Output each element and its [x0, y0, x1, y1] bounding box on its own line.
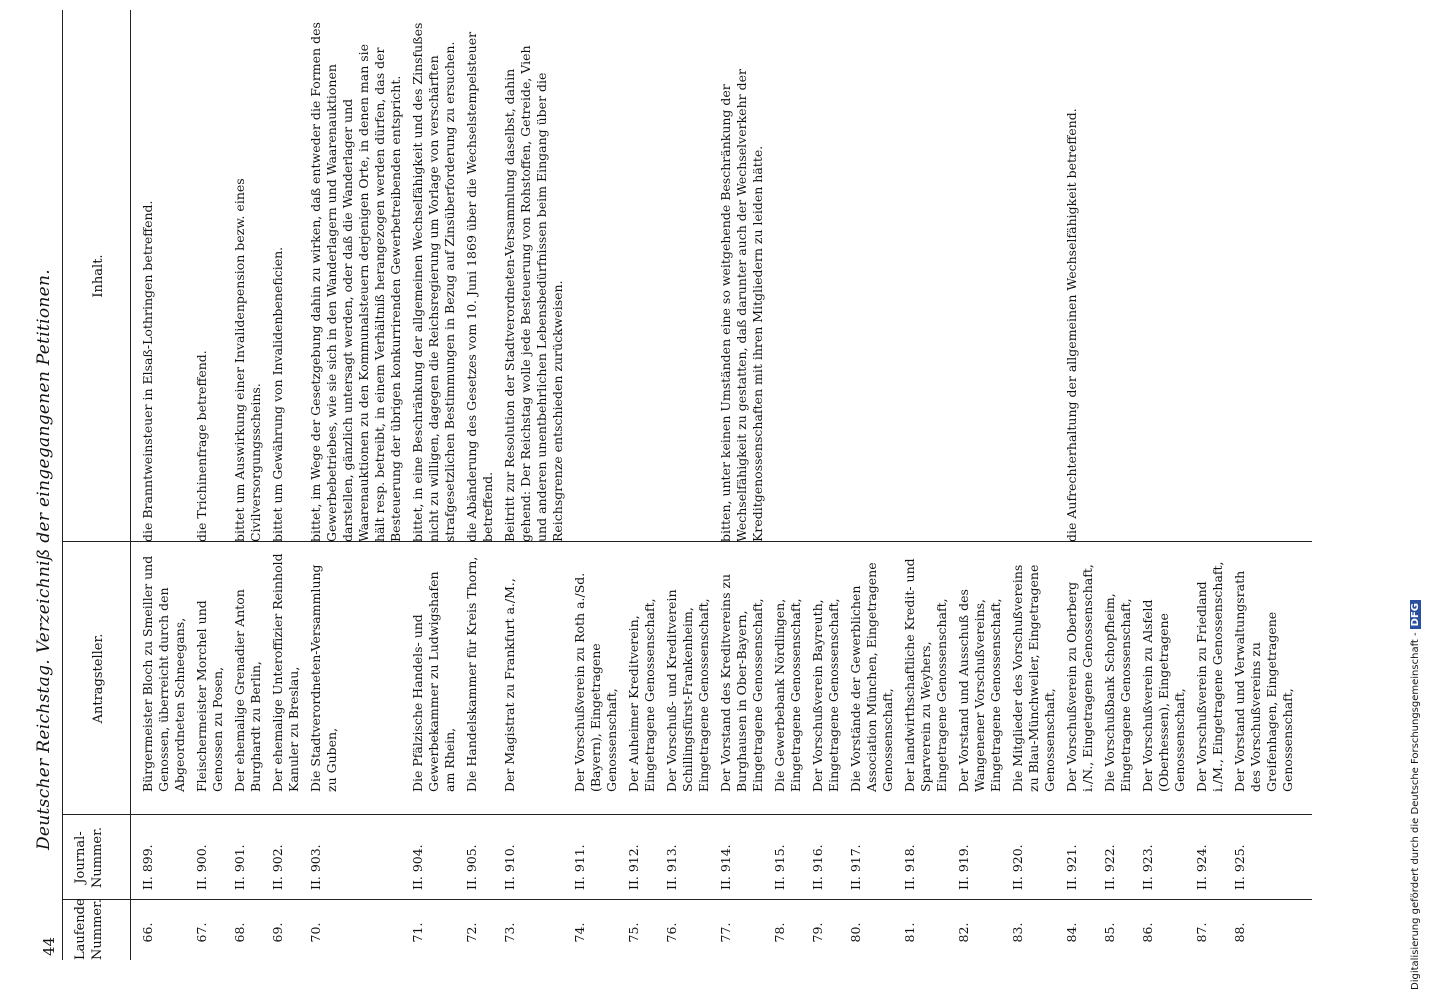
antragsteller: Der Vorschußverein Bayreuth, Eingetragene Genossenschaft,	[810, 598, 841, 792]
antragsteller: Der ehemalige Unteroffizier Reinhold Kanuler zu Breslau,	[270, 553, 301, 792]
laufende-nummer: 83.	[1010, 922, 1025, 943]
antragsteller: Der Vorschußverein zu Roth a./Sd. (Bayern), Eingetragene Genossenschaft,	[572, 572, 619, 792]
journal-nummer: II. 919.	[956, 844, 971, 890]
antragsteller: Die Handelskammer für Kreis Thorn,	[464, 556, 479, 792]
journal-nummer: II. 916.	[810, 844, 825, 890]
journal-nummer: II. 914.	[718, 844, 733, 890]
inhalt: die Branntweinsteuer in Elsaß-Lothringen betreffend.	[140, 200, 155, 542]
page-title: Deutscher Reichstag. Verzeichniß der eingegangenen Petitionen.	[34, 269, 54, 850]
antragsteller: Fleischermeister Morchel und Genossen zu Posen,	[194, 600, 225, 792]
antragsteller: Der Vorschuß- und Kreditverein Schillingsfürst-Frankenheim, Eingetragene Genossenschaft,	[664, 589, 711, 792]
journal-nummer: II. 911.	[572, 844, 587, 890]
journal-nummer: II. 918.	[902, 844, 917, 890]
antragsteller: Die Gewerbebank Nördlingen, Eingetragene Genossenschaft,	[772, 598, 803, 792]
laufende-nummer: 82.	[956, 922, 971, 943]
laufende-nummer: 85.	[1102, 922, 1117, 943]
laufende-nummer: 87.	[1194, 922, 1209, 943]
laufende-nummer: 80.	[848, 922, 863, 943]
column-header-antragsteller: Antragsteller.	[91, 633, 106, 724]
journal-nummer: II. 902.	[270, 844, 285, 890]
antragsteller: Der Vorschußverein zu Alsfeld (Oberhessen), Eingetragene Genossenschaft,	[1140, 599, 1187, 792]
column-header-laufende: Laufende Nummer.	[73, 898, 105, 960]
laufende-nummer: 66.	[140, 922, 155, 943]
journal-nummer: II. 913.	[664, 844, 679, 890]
inhalt: die Trichinenfrage betreffend.	[194, 350, 209, 542]
inhalt: bittet, in eine Beschränkung der allgemeinen Wechselfähigkeit und des Zinsfußes nicht zu willigen, dagegen die Reichsregierung um Vorlage von verschärften strafgesetzlichen Bestimmungen in Bezug auf Zinsüberforderung zu ersuchen.	[410, 22, 457, 542]
dfg-logo: DFG	[1410, 600, 1421, 629]
antragsteller: Der Vorstand des Kreditvereins zu Burghausen in Ober-Bayern, Eingetragene Genossenschaft,	[718, 573, 765, 792]
journal-nummer: II. 899.	[140, 844, 155, 890]
laufende-nummer: 77.	[718, 922, 733, 943]
inhalt: die Abänderung des Gesetzes vom 10. Juni 1869 über die Wechselstempelsteuer betreffend.	[464, 31, 495, 542]
journal-nummer: II. 920.	[1010, 844, 1025, 890]
inhalt: bitten, unter keinen Umständen eine so weitgehende Beschränkung der Wechselfähigkeit zu gestatten, daß darunter auch der Wechselverkehr der Kreditgenossenschaften mit ihren Mitgliedern zu leiden hätte.	[718, 69, 765, 542]
inhalt: Beitritt zur Resolution der Stadtverordneten-Versammlung daselbst, dahin gehend: Der Reichstag wolle jede Besteuerung von Rohstoffen, Getreide, Vieh und anderen unentbehrlichen Lebensbedürfnissen beim Eingang über die Reichsgrenze entschieden zurückweisen.	[502, 45, 565, 542]
journal-nummer: II. 923.	[1140, 844, 1155, 890]
journal-nummer: II. 901.	[232, 844, 247, 890]
antragsteller: Die Pfälzische Handels- und Gewerbekammer zu Ludwigshafen am Rhein,	[410, 571, 457, 792]
header-rule-top	[62, 10, 63, 960]
laufende-nummer: 88.	[1232, 922, 1247, 943]
antragsteller: Der landwirthschaftliche Kredit- und Sparverein zu Weyhers, Eingetragene Genossenschaft,	[902, 558, 949, 792]
antragsteller: Die Stadtverordneten-Versammlung zu Guben,	[308, 564, 339, 792]
laufende-nummer: 74.	[572, 922, 587, 943]
journal-nummer: II. 924.	[1194, 844, 1209, 890]
antragsteller: Der Vorstand und Verwaltungsrath des Vorschußvereins zu Greifenhagen, Eingetragene Genossenschaft,	[1232, 570, 1295, 792]
journal-nummer: II. 915.	[772, 844, 787, 890]
antragsteller: Bürgermeister Bloch zu Smeiller und Genossen, überreicht durch den Abgeordneten Schneegans,	[140, 555, 187, 792]
laufende-nummer: 86.	[1140, 922, 1155, 943]
laufende-nummer: 84.	[1064, 922, 1079, 943]
antragsteller: Der Magistrat zu Frankfurt a./M.,	[502, 578, 517, 792]
laufende-nummer: 78.	[772, 922, 787, 943]
journal-nummer: II. 922.	[1102, 844, 1117, 890]
laufende-nummer: 75.	[626, 922, 641, 943]
laufende-nummer: 69.	[270, 922, 285, 943]
antragsteller: Der Vorstand und Ausschuß des Wangenener Vorschußvereins, Eingetragene Genossenschaft,	[956, 589, 1003, 792]
petition-table	[140, 10, 1310, 960]
laufende-nummer: 76.	[664, 922, 679, 943]
antragsteller: Die Mitglieder des Vorschußvereins zu Blau-Münchweiler, Eingetragene Genossenschaft,	[1010, 564, 1057, 792]
laufende-nummer: 81.	[902, 922, 917, 943]
laufende-nummer: 79.	[810, 922, 825, 943]
laufende-nummer: 70.	[308, 922, 323, 943]
page-number: 44	[40, 936, 58, 956]
laufende-nummer: 67.	[194, 922, 209, 943]
journal-nummer: II. 910.	[502, 844, 517, 890]
laufende-nummer: 73.	[502, 922, 517, 943]
journal-nummer: II. 905.	[464, 844, 479, 890]
laufende-nummer: 71.	[410, 922, 425, 943]
journal-nummer: II. 921.	[1064, 844, 1079, 890]
inhalt: bittet um Auswirkung einer Invalidenpension bezw. eines Civilversorgungsscheins.	[232, 178, 263, 542]
laufende-nummer: 68.	[232, 922, 247, 943]
laufende-nummer: 72.	[464, 922, 479, 943]
journal-nummer: II. 912.	[626, 844, 641, 890]
footer-text: Digitalisierung gefördert durch die Deutsche Forschungsgemeinschaft -	[1410, 632, 1421, 990]
antragsteller: Die Vorstände der Gewerblichen Association München, Eingetragene Genossenschaft,	[848, 562, 895, 792]
antragsteller: Der ehemalige Grenadier Anton Burghardt zu Berlin,	[232, 589, 263, 792]
column-header-journal: Journal-Nummer.	[73, 827, 105, 889]
inhalt: bittet um Gewährung von Invalidenbeneficien.	[270, 246, 285, 542]
dfg-footer	[1410, 600, 1421, 990]
inhalt: die Aufrechterhaltung der allgemeinen Wechselfähigkeit betreffend.	[1064, 108, 1079, 542]
inhalt: bittet, im Wege der Gesetzgebung dahin zu wirken, daß entweder die Formen des Gewerbebetriebes, wie sie sich in den Wanderlagern und Waarenauktionen darstellen, gänzlich untersagt werden, oder daß die Wanderlager und Waarenauktionen zu den Kommunalsteuern derjenigen Orte, in denen man sie hält resp. betreibt, in einem Verhältniß herangezogen werden dürfen, das der Besteuerung der übrigen konkurrirenden Gewerbetreibenden entspricht.	[308, 22, 403, 542]
antragsteller: Der Vorschußverein zu Oberberg i./N., Eingetragene Genossenschaft,	[1064, 564, 1095, 792]
journal-nummer: II. 904.	[410, 844, 425, 890]
journal-nummer: II. 903.	[308, 844, 323, 890]
antragsteller: Der Vorschußverein zu Friedland i./M., Eingetragene Genossenschaft,	[1194, 561, 1225, 792]
journal-nummer: II. 900.	[194, 844, 209, 890]
column-header-inhalt: Inhalt.	[91, 254, 106, 298]
journal-nummer: II. 925.	[1232, 844, 1247, 890]
antragsteller: Die Vorschußbank Schopfheim, Eingetragene Genossenschaft,	[1102, 593, 1133, 792]
header-rule-bottom	[130, 10, 131, 960]
antragsteller: Der Auheimer Kreditverein, Eingetragene Genossenschaft,	[626, 598, 657, 792]
journal-nummer: II. 917.	[848, 844, 863, 890]
